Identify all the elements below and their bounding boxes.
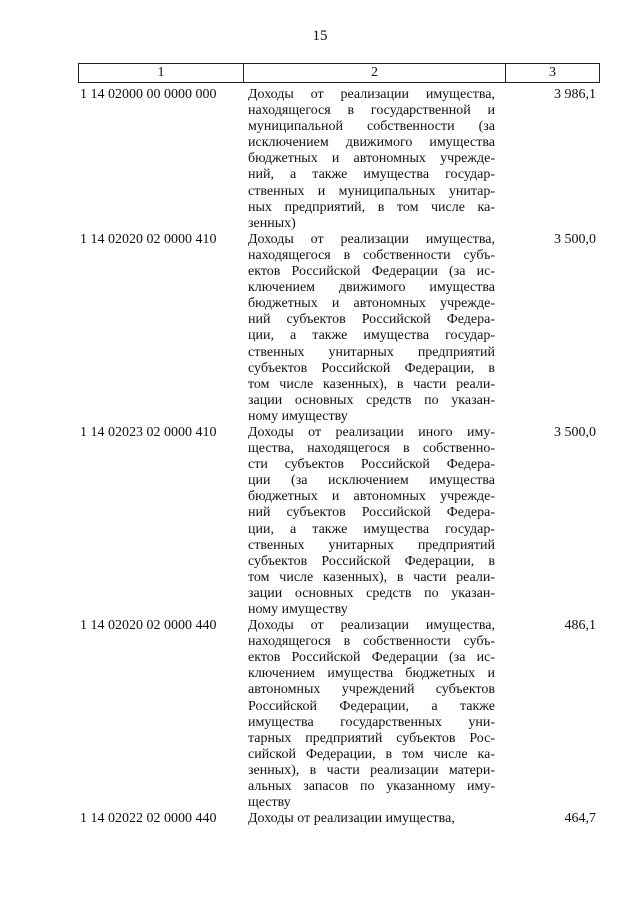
description-line: субъектов Российской Федерации, в xyxy=(248,553,495,569)
table-row xyxy=(78,425,600,618)
description-line: Доходы от реализации имущества, xyxy=(248,811,455,827)
table-row xyxy=(78,87,600,232)
amount-cell: 3 986,1 xyxy=(554,87,596,102)
description-line: Доходы от реализации имущества, xyxy=(248,231,495,247)
description-line: ции, а также имущества государ- xyxy=(248,328,495,344)
amount-cell: 3 500,0 xyxy=(554,231,596,247)
description-line: бюджетных и автономных учрежде- xyxy=(248,296,495,312)
description-line: ключением движимого имущества xyxy=(248,280,495,296)
description-line: ному имуществу xyxy=(248,602,348,617)
description-line: щества, находящегося в собственно- xyxy=(248,441,495,457)
description-line: ключением имущества бюджетных и xyxy=(248,666,495,682)
column-header-3: 3 xyxy=(549,65,556,80)
description-line: зенных) xyxy=(248,215,296,231)
description-line: субъектов Российской Федерации, в xyxy=(248,360,495,376)
description-line: ции (за исключением имущества xyxy=(248,473,495,489)
description-line: бюджетных и автономных учрежде- xyxy=(248,151,495,167)
description-line: зации основных средств по указан- xyxy=(248,392,495,408)
description-line: том числе казенных), в части реали- xyxy=(248,376,495,392)
description-line: автономных учреждений субъектов xyxy=(248,682,495,698)
table-row xyxy=(78,618,600,811)
table-row xyxy=(78,811,600,827)
budget-code-cell: 1 14 02023 02 0000 410 xyxy=(80,424,217,440)
column-header-2: 2 xyxy=(244,64,506,82)
description-line: альных запасов по указанному иму- xyxy=(248,779,495,795)
description-line: тарных предприятий субъектов Рос- xyxy=(248,730,495,746)
description-cell xyxy=(248,811,495,827)
description-line: Доходы от реализации имущества, xyxy=(248,618,495,634)
description-cell xyxy=(248,87,495,232)
description-line: находящегося в собственности субъ- xyxy=(248,247,495,263)
budget-code-cell: 1 14 02022 02 0000 440 xyxy=(80,811,217,827)
description-line: Доходы от реализации иного иму- xyxy=(248,424,495,440)
description-line: ний субъектов Российской Федера- xyxy=(248,505,495,521)
description-line: ектов Российской Федерации (за ис- xyxy=(248,650,495,666)
description-line: ний субъектов Российской Федера- xyxy=(248,312,495,328)
description-line: имущества государственных уни- xyxy=(248,714,495,730)
description-line: ектов Российской Федерации (за ис- xyxy=(248,264,495,280)
description-line: сийской Федерации, в том числе ка- xyxy=(248,746,495,762)
description-line: зации основных средств по указан- xyxy=(248,585,495,601)
description-line: ний, а также имущества государ- xyxy=(248,167,495,183)
budget-code-cell: 1 14 02000 00 0000 000 xyxy=(80,87,217,102)
description-line: ственных и муниципальных унитар- xyxy=(248,183,495,199)
description-line: том числе казенных), в части реали- xyxy=(248,569,495,585)
description-line: ственных унитарных предприятий xyxy=(248,537,495,553)
description-line: Доходы от реализации имущества, xyxy=(248,87,495,102)
description-line: ному имуществу xyxy=(248,408,348,424)
description-line: бюджетных и автономных учрежде- xyxy=(248,489,495,505)
description-line: Российской Федерации, а также xyxy=(248,698,495,714)
description-line: ществу xyxy=(248,795,291,811)
amount-cell: 3 500,0 xyxy=(554,424,596,440)
description-line: зенных), в части реализации матери- xyxy=(248,762,495,778)
description-cell xyxy=(248,232,495,425)
description-cell xyxy=(248,425,495,618)
page-number: 15 xyxy=(312,28,328,44)
table-row xyxy=(78,232,600,425)
table-body xyxy=(78,87,600,827)
budget-code-cell: 1 14 02020 02 0000 440 xyxy=(80,618,217,634)
table-header-row xyxy=(78,63,600,83)
budget-code-cell: 1 14 02020 02 0000 410 xyxy=(80,231,217,247)
description-line: находящегося в государственной и xyxy=(248,103,495,119)
description-cell xyxy=(248,618,495,811)
description-line: исключением движимого имущества xyxy=(248,135,495,151)
amount-cell: 486,1 xyxy=(564,618,596,634)
description-line: сти субъектов Российской Федера- xyxy=(248,457,495,473)
description-line: ственных унитарных предприятий xyxy=(248,344,495,360)
column-header-1: 1 xyxy=(79,64,244,82)
description-line: муниципальной собственности (за xyxy=(248,119,495,135)
description-line: ных предприятий, в том числе ка- xyxy=(248,199,495,215)
amount-cell: 464,7 xyxy=(564,811,596,827)
description-line: ции, а также имущества государ- xyxy=(248,521,495,537)
description-line: находящегося в собственности субъ- xyxy=(248,634,495,650)
